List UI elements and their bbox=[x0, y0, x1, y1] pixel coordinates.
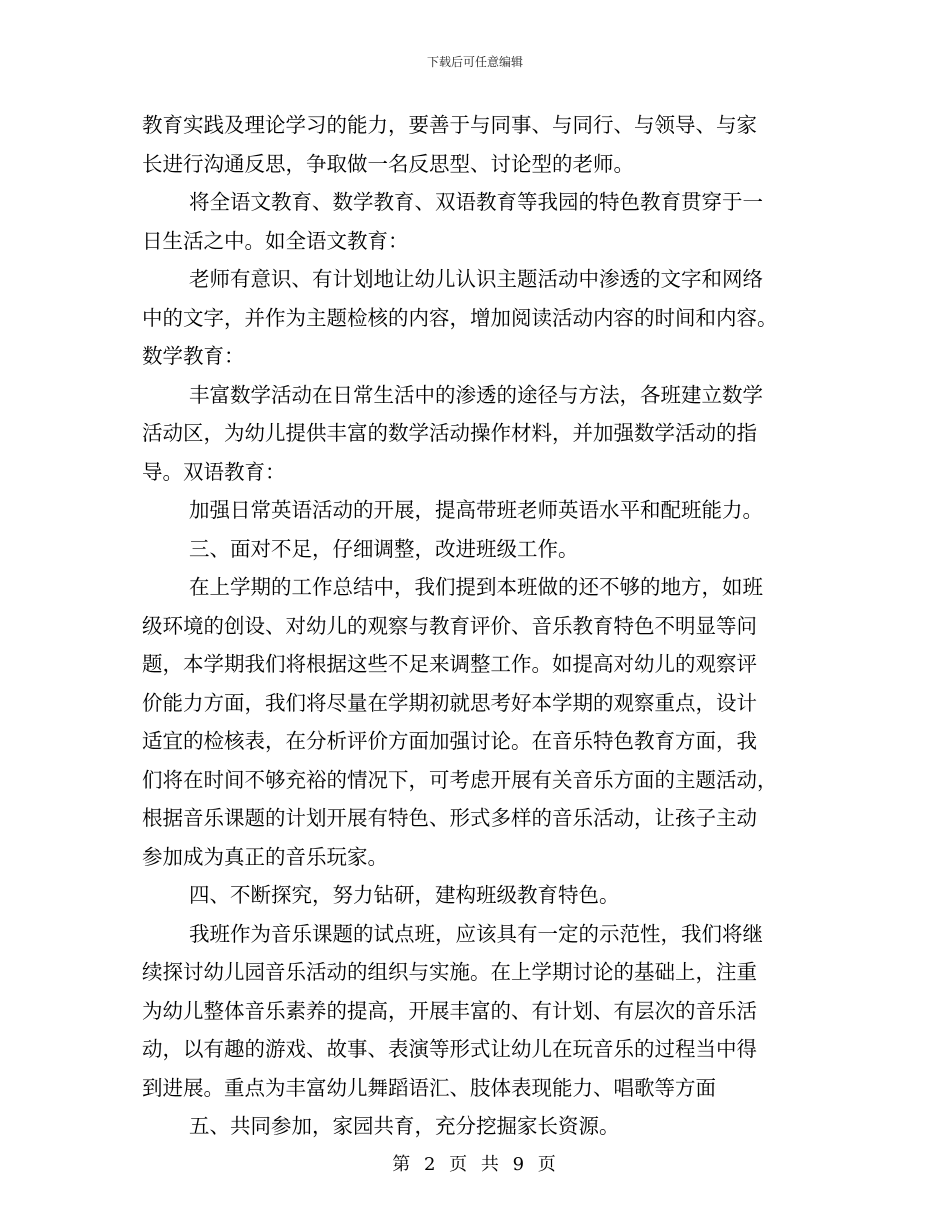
text-line: 根据音乐课题的计划开展有特色、形式多样的音乐活动，让孩子主动 bbox=[142, 806, 757, 830]
text-line: 丰富数学活动在日常生活中的渗透的途径与方法，各班建立数学 bbox=[189, 382, 763, 407]
page-header: 下载后可任意编辑 bbox=[426, 55, 523, 69]
text-line: 老师有意识、有计划地让幼儿认识主题活动中渗透的文字和网络 bbox=[189, 267, 763, 291]
text-line: 将全语文教育、数学教育、双语教育等我园的特色教育贯穿于一 bbox=[189, 190, 763, 214]
text-line: 题，本学期我们将根据这些不足来调整工作。如提高对幼儿的观察评 bbox=[142, 652, 757, 676]
text-line: 长进行沟通反思，争取做一名反思型、讨论型的老师。 bbox=[142, 151, 634, 176]
text-line: 在上学期的工作总结中，我们提到本班做的还不够的地方，如班 bbox=[189, 575, 763, 599]
page-footer: 第 2 页 共 9 页 bbox=[392, 1154, 558, 1175]
text-line: 价能力方面，我们将尽量在学期初就思考好本学期的观察重点，设计 bbox=[142, 690, 757, 715]
text-line: 适宜的检核表，在分析评价方面加强讨论。在音乐特色教育方面，我 bbox=[142, 729, 757, 753]
text-line: 五、共同参加，家园共育，充分挖掘家长资源。 bbox=[189, 1114, 620, 1138]
text-line: 为幼儿整体音乐素养的提高，开展丰富的、有计划、有层次的音乐活 bbox=[142, 998, 757, 1023]
text-line: 我班作为音乐课题的试点班，应该具有一定的示范性，我们将继 bbox=[189, 921, 763, 946]
text-line: 动，以有趣的游戏、故事、表演等形式让幼儿在玩音乐的过程当中得 bbox=[142, 1037, 757, 1061]
text-line: 三、面对不足，仔细调整，改进班级工作。 bbox=[189, 536, 579, 561]
text-line: 数学教育： bbox=[142, 344, 245, 368]
text-line: 教育实践及理论学习的能力，要善于与同事、与同行、与领导、与家 bbox=[142, 113, 757, 137]
text-line: 中的文字，并作为主题检核的内容，增加阅读活动内容的时间和内容。 bbox=[142, 305, 778, 330]
document-body bbox=[142, 106, 808, 1146]
text-line: 参加成为真正的音乐玩家。 bbox=[142, 844, 388, 869]
text-line: 级环境的创设、对幼儿的观察与教育评价、音乐教育特色不明显等问 bbox=[142, 613, 757, 638]
text-line: 到进展。重点为丰富幼儿舞蹈语汇、肢体表现能力、唱歌等方面 bbox=[142, 1075, 716, 1100]
text-line: 导。双语教育： bbox=[142, 459, 286, 484]
text-line: 日生活之中。如全语文教育： bbox=[142, 228, 409, 253]
text-line: 四、不断探究，努力钻研，建构班级教育特色。 bbox=[189, 883, 620, 907]
text-line: 活动区，为幼儿提供丰富的数学活动操作材料，并加强数学活动的指 bbox=[142, 421, 757, 445]
text-line: 加强日常英语活动的开展，提高带班老师英语水平和配班能力。 bbox=[189, 498, 763, 522]
text-line: 续探讨幼儿园音乐活动的组织与实施。在上学期讨论的基础上，注重 bbox=[142, 960, 757, 984]
text-line: 们将在时间不够充裕的情况下，可考虑开展有关音乐方面的主题活动， bbox=[142, 767, 778, 792]
